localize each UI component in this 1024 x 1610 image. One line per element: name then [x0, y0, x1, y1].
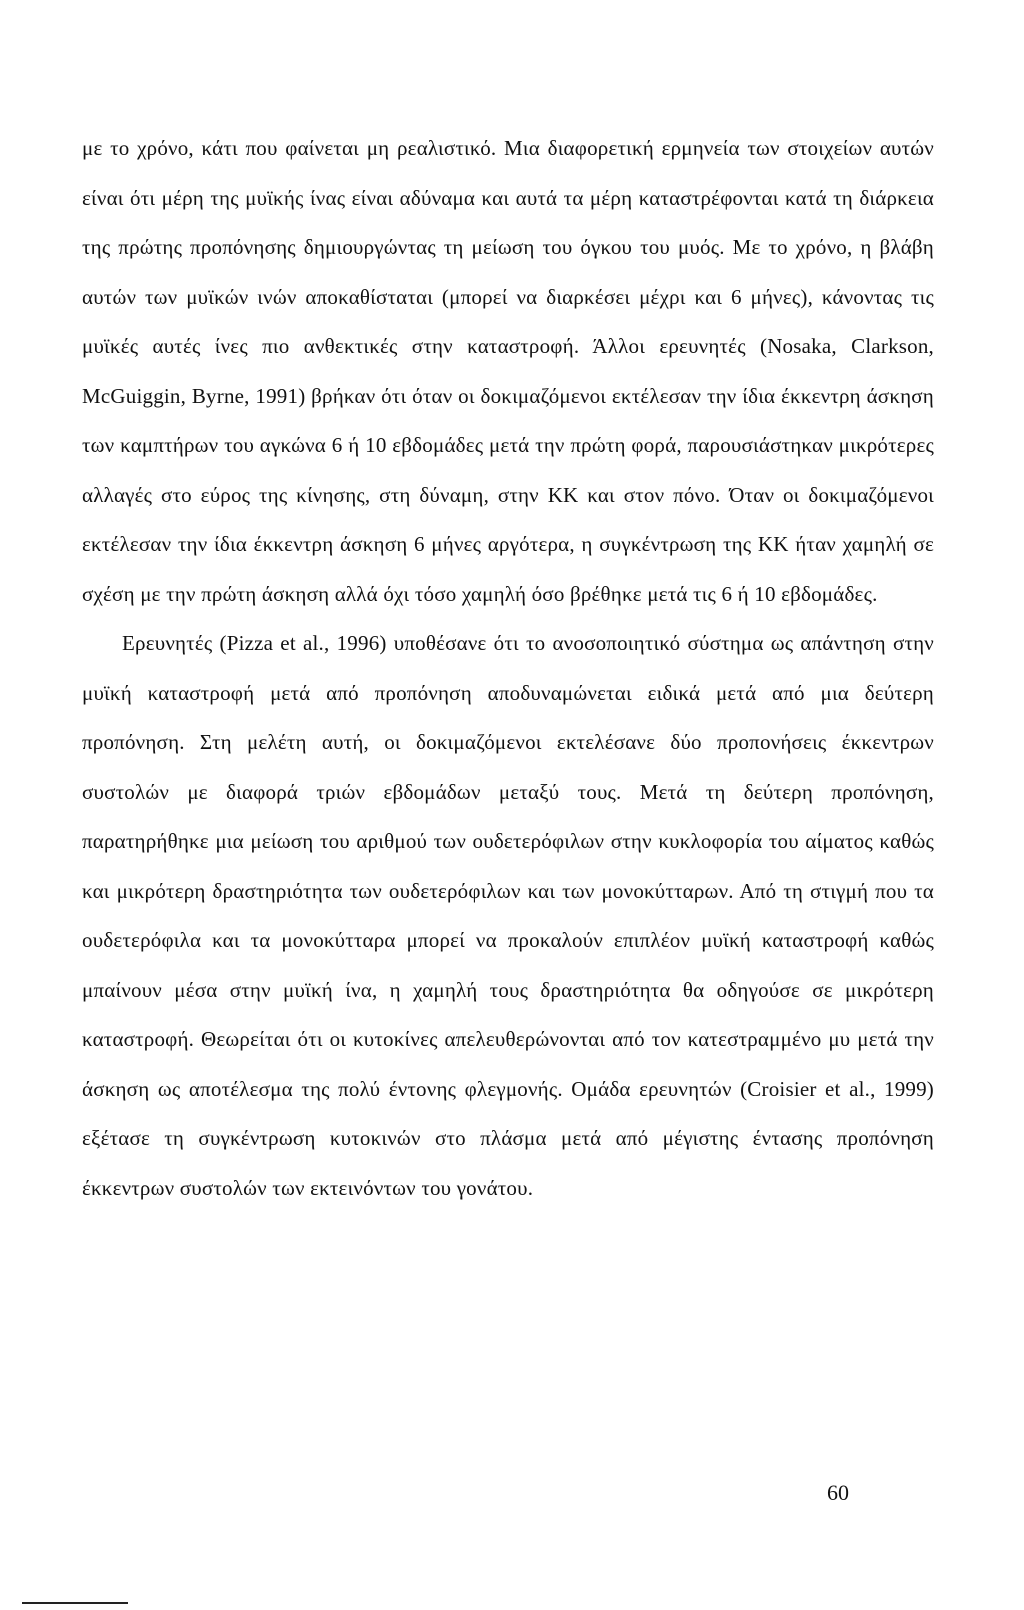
- paragraph-1: με το χρόνο, κάτι που φαίνεται μη ρεαλιστικό. Μια διαφορετική ερμηνεία των στοιχείων αυτών είναι ότι μέρη της μυϊκής ίνας είναι αδύναμα και αυτά τα μέρη καταστρέφονται κατά τη διάρκεια της πρώτης προπόνησης δημιουργώντας τη μείωση του όγκου του μυός. Με το χρόνο, η βλάβη αυτών των μυϊκών ινών αποκαθίσταται (μπορεί να διαρκέσει μέχρι και 6 μήνες), κάνοντας τις μυϊκές αυτές ίνες πιο ανθεκτικές στην καταστροφή. Άλλοι ερευνητές (Nosaka, Clarkson, McGuiggin, Byrne, 1991) βρήκαν ότι όταν οι δοκιμαζόμενοι εκτέλεσαν την ίδια έκκεντρη άσκηση των καμπτήρων του αγκώνα 6 ή 10 εβδομάδες μετά την πρώτη φορά, παρουσιάστηκαν μικρότερες αλλαγές στο εύρος της κίνησης, στη δύναμη, στην ΚΚ και στον πόνο. Όταν οι δοκιμαζόμενοι εκτέλεσαν την ίδια έκκεντρη άσκηση 6 μήνες αργότερα, η συγκέντρωση της ΚΚ ήταν χαμηλή σε σχέση με την πρώτη άσκηση αλλά όχι τόσο χαμηλή όσο βρέθηκε μετά τις 6 ή 10 εβδομάδες.: [82, 136, 934, 606]
- footer-rule: [22, 1602, 128, 1604]
- page-number: 60: [827, 1480, 849, 1505]
- paragraph-2: Ερευνητές (Pizza et al., 1996) υποθέσανε ότι το ανοσοποιητικό σύστημα ως απάντηση στην μυϊκή καταστροφή μετά από προπόνηση αποδυναμώνεται ειδικά μετά από μια δεύτερη προπόνηση. Στη μελέτη αυτή, οι δοκιμαζόμενοι εκτελέσανε δύο προπονήσεις έκκεντρων συστολών με διαφορά τριών εβδομάδων μεταξύ τους. Μετά τη δεύτερη προπόνηση, παρατηρήθηκε μια μείωση του αριθμού των ουδετερόφιλων στην κυκλοφορία του αίματος καθώς και μικρότερη δραστηριότητα των ουδετερόφιλων και των μονοκύτταρων. Από τη στιγμή που τα ουδετερόφιλα και τα μονοκύτταρα μπορεί να προκαλούν επιπλέον μυϊκή καταστροφή καθώς μπαίνουν μέσα στην μυϊκή ίνα, η χαμηλή τους δραστηριότητα θα οδηγούσε σε μικρότερη καταστροφή. Θεωρείται ότι οι κυτοκίνες απελευθερώνονται από τον κατεστραμμένο μυ μετά την άσκηση ως αποτέλεσμα της πολύ έντονης φλεγμονής. Ομάδα ερευνητών (Croisier et al., 1999) εξέτασε τη συγκέντρωση κυτοκινών στο πλάσμα μετά από μέγιστης έντασης προπόνηση έκκεντρων συστολών των εκτεινόντων του γονάτου.: [82, 631, 934, 1200]
- body-text: [82, 124, 934, 1213]
